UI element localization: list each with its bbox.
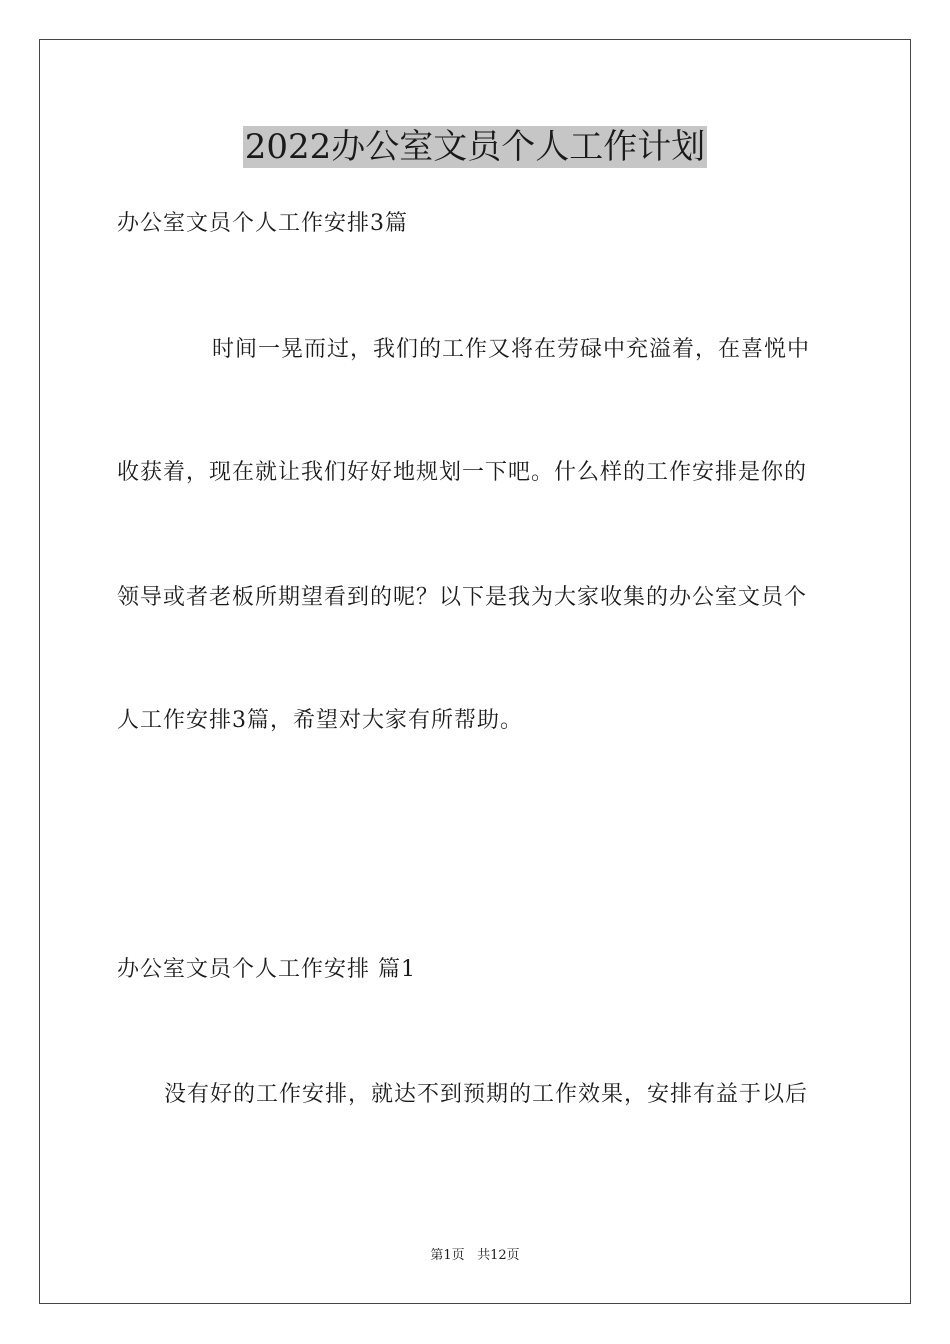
page-number: 第1页 (430, 1248, 465, 1263)
paragraph-line: 收获着，现在就让我们好好地规划一下吧。什么样的工作安排是你的 (117, 460, 808, 485)
paragraph-line: 时间一晃而过，我们的工作又将在劳碌中充溢着，在喜悦中 (212, 337, 811, 362)
section-heading: 办公室文员个人工作安排 篇1 (117, 957, 416, 982)
page-total: 共12页 (477, 1248, 520, 1263)
document-title: 2022办公室文员个人工作计划 (244, 127, 706, 167)
document-subtitle: 办公室文员个人工作安排3篇 (117, 211, 408, 236)
paragraph-line: 领导或者老板所期望看到的呢？以下是我为大家收集的办公室文员个 (117, 585, 808, 610)
paragraph-line: 人工作安排3篇，希望对大家有所帮助。 (117, 708, 523, 733)
page-footer (0, 1247, 950, 1265)
paragraph-line: 没有好的工作安排，就达不到预期的工作效果，安排有益于以后 (164, 1082, 809, 1107)
title-container (0, 126, 950, 168)
